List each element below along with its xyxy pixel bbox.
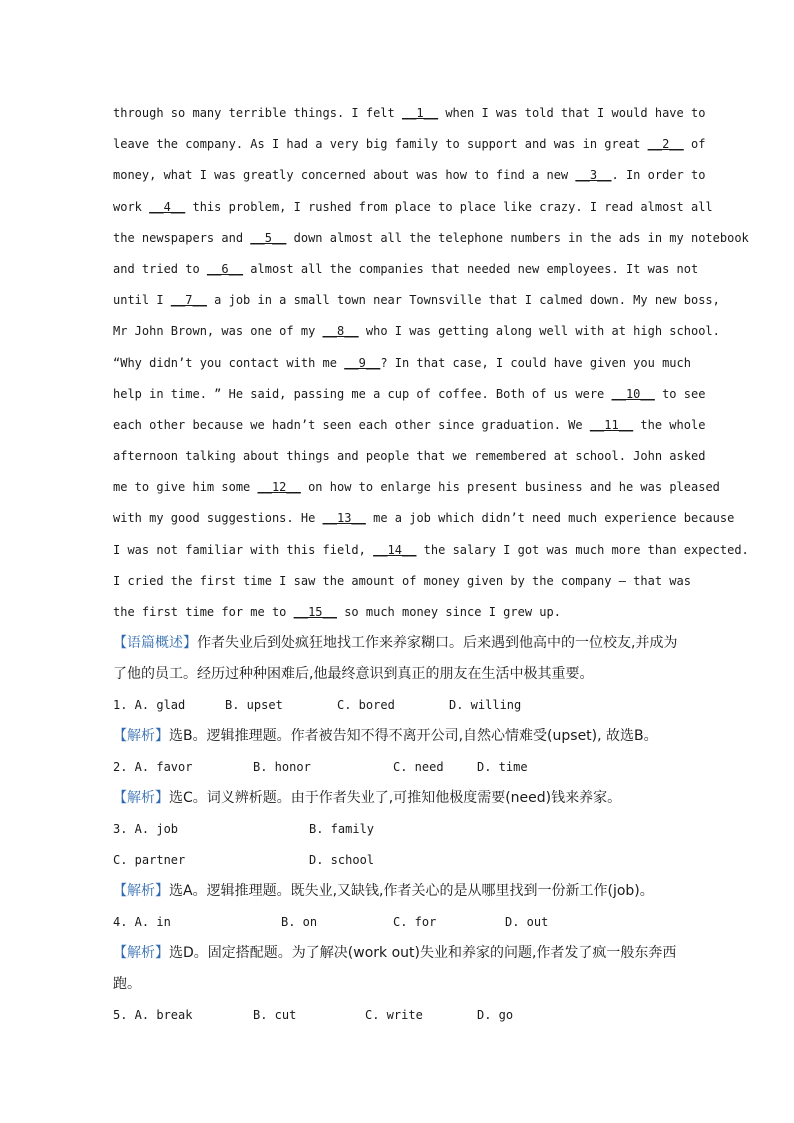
option: D. willing (449, 698, 522, 712)
blank-9: __9__ (344, 355, 381, 370)
passage-line: until I __7__ a job in a small town near Townsville that I calmed down. My new boss, (113, 293, 720, 308)
summary-text: 作者失业后到处疯狂地找工作来养家糊口。后来遇到他高中的一位校友,并成为了他的员工。经历过种种困难后,他最终意识到真正的朋友在生活中极其重要。 (113, 635, 678, 682)
passage-line: I was not familiar with this field, __14__ the salary I got was much more than expected. (113, 542, 749, 557)
passage-line: I cried the first time I saw the amount of money given by the company — that was (113, 573, 691, 588)
option: C. write (365, 1008, 423, 1022)
question-4-options (113, 907, 681, 938)
question-3-options (113, 814, 681, 845)
passage-line: money, what I was greatly concerned about was how to find a new __3__. In order to (113, 168, 706, 183)
blank-1: __1__ (401, 106, 439, 120)
analysis-4: 【解析】选D。固定搭配题。为了解决(work out)失业和养家的问题,作者发了疯一般东奔西跑。 (113, 945, 677, 992)
blank-10: __10__ (611, 386, 655, 401)
passage-line: the newspapers and __5__ down almost all the telephone numbers in the ads in my notebook (113, 230, 749, 245)
passage-line: through so many terrible things. I felt __1__ when I was told that I would have to (113, 106, 706, 120)
option: 3. A. job (113, 822, 179, 836)
blank-11: __11__ (589, 417, 634, 432)
blank-13: __13__ (322, 511, 366, 526)
analysis-3: 【解析】选A。逻辑推理题。既失业,又缺钱,作者关心的是从哪里找到一份新工作(job)。 (113, 883, 654, 899)
blank-15: __15__ (293, 605, 337, 619)
cloze-passage (113, 98, 749, 628)
summary-tag: 【语篇概述】 (113, 635, 197, 651)
option: B. family (309, 822, 375, 836)
option: D. out (505, 915, 549, 929)
question-3-options-row2 (113, 845, 681, 876)
option: C. bored (337, 698, 395, 712)
passage-line: leave the company. As I had a very big family to support and was in great __2__ of (113, 137, 706, 152)
option: B. on (281, 915, 318, 929)
summary-paragraph (113, 628, 681, 690)
passage-line: with my good suggestions. He __13__ me a job which didn’t need much experience because (113, 511, 735, 526)
option: D. go (477, 1008, 514, 1022)
blank-2: __2__ (647, 137, 684, 152)
analysis-tag: 【解析】 (113, 728, 169, 744)
analysis-tag: 【解析】 (113, 790, 169, 806)
blank-7: __7__ (170, 293, 207, 308)
passage-line: Mr John Brown, was one of my __8__ who I was getting along well with at high school. (113, 324, 720, 339)
passage-line: me to give him some __12__ on how to enlarge his present business and he was pleased (113, 480, 720, 495)
option: 1. A. glad (113, 698, 186, 712)
option: 4. A. in (113, 915, 171, 929)
question-2-options (113, 752, 681, 783)
option: 5. A. break (113, 1008, 193, 1022)
option: 2. A. favor (113, 760, 193, 774)
option: C. partner (113, 853, 186, 867)
option: B. honor (253, 760, 311, 774)
option: C. for (393, 915, 437, 929)
blank-6: __6__ (206, 261, 244, 276)
option: D. time (477, 760, 528, 774)
option: D. school (309, 853, 375, 867)
analysis-tag: 【解析】 (113, 883, 169, 899)
passage-line: afternoon talking about things and people that we remembered at school. John asked (113, 449, 706, 464)
question-5-options (113, 1000, 681, 1031)
analysis-2: 【解析】选C。词义辨析题。由于作者失业了,可推知他极度需要(need)钱来养家。 (113, 790, 622, 806)
option: C. need (393, 760, 444, 774)
passage-line: help in time. ” He said, passing me a cup of coffee. Both of us were __10__ to see (113, 386, 706, 401)
blank-14: __14__ (373, 542, 417, 557)
blank-5: __5__ (250, 230, 287, 245)
blank-3: __3__ (575, 168, 612, 183)
passage-line: the first time for me to __15__ so much money since I grew up. (113, 605, 561, 619)
passage-line: work __4__ this problem, I rushed from place to place like crazy. I read almost all (113, 199, 713, 214)
passage-line: each other because we hadn’t seen each other since graduation. We __11__ the whole (113, 417, 706, 432)
passage-line: “Why didn’t you contact with me __9__? In that case, I could have given you much (113, 355, 691, 370)
blank-12: __12__ (257, 480, 301, 495)
analysis-tag: 【解析】 (113, 945, 169, 961)
blank-8: __8__ (322, 324, 359, 339)
analysis-1: 【解析】选B。逻辑推理题。作者被告知不得不离开公司,自然心情难受(upset), 故选B。 (113, 728, 658, 744)
question-1-options (113, 690, 681, 721)
option: B. cut (253, 1008, 297, 1022)
blank-4: __4__ (149, 199, 186, 214)
passage-line: and tried to __6__ almost all the companies that needed new employees. It was not (113, 261, 699, 276)
answers-section (113, 628, 681, 1031)
option: B. upset (225, 698, 283, 712)
